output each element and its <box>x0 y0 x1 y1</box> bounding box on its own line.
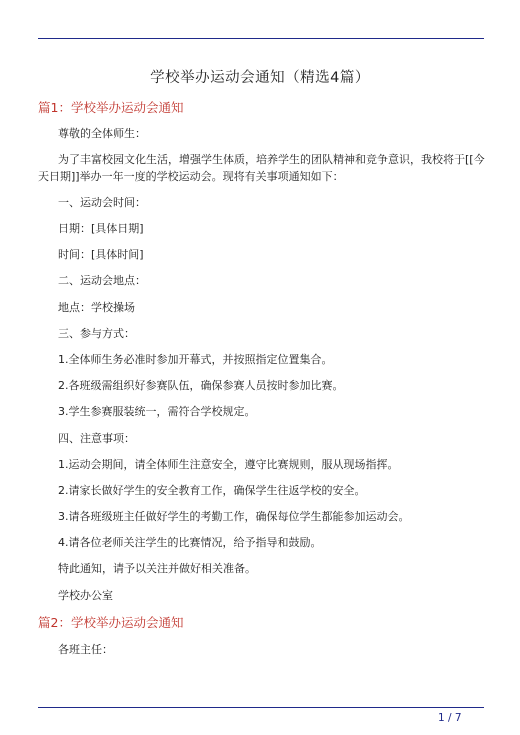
closing-line: 特此通知，请予以关注并做好相关准备。 <box>58 562 256 575</box>
notes-item-4: 4.请各位老师关注学生的比赛情况，给予指导和鼓励。 <box>58 536 322 549</box>
document-title: 学校举办运动会通知（精选4篇） <box>150 70 370 86</box>
date-line: 日期：[具体日期] <box>58 222 144 235</box>
location-heading: 二、运动会地点： <box>58 274 146 287</box>
notes-item-2: 2.请家长做好学生的安全教育工作，确保学生往返学校的安全。 <box>58 484 366 497</box>
participation-heading: 三、参与方式： <box>58 327 135 340</box>
section-heading-2: 篇2：学校举办运动会通知 <box>38 615 184 630</box>
intro-paragraph: 为了丰富校园文化生活，增强学生体质，培养学生的团队精神和竞争意识，我校将于[[今天日期]]举办一年一度的学校运动会。现将有关事项通知如下： <box>38 153 485 183</box>
time-line: 时间：[具体时间] <box>58 248 144 261</box>
section-heading-1: 篇1：学校举办运动会通知 <box>38 100 184 115</box>
participation-item-1: 1.全体师生务必准时参加开幕式，并按照指定位置集合。 <box>58 353 333 366</box>
section2-salutation: 各班主任： <box>58 643 113 656</box>
page-number: 1 / 7 <box>438 712 462 724</box>
header-rule <box>38 38 484 39</box>
participation-item-3: 3.学生参赛服装统一，需符合学校规定。 <box>58 405 256 418</box>
salutation: 尊敬的全体师生： <box>58 127 146 140</box>
footer-rule <box>38 707 484 708</box>
participation-item-2: 2.各班级需组织好参赛队伍，确保参赛人员按时参加比赛。 <box>58 379 344 392</box>
notes-heading: 四、注意事项： <box>58 432 135 445</box>
signature: 学校办公室 <box>58 589 113 602</box>
notes-item-3: 3.请各班级班主任做好学生的考勤工作，确保每位学生都能参加运动会。 <box>58 510 410 523</box>
notes-item-1: 1.运动会期间，请全体师生注意安全，遵守比赛规则，服从现场指挥。 <box>58 458 399 471</box>
location-line: 地点：学校操场 <box>58 301 135 314</box>
time-heading: 一、运动会时间： <box>58 196 146 209</box>
